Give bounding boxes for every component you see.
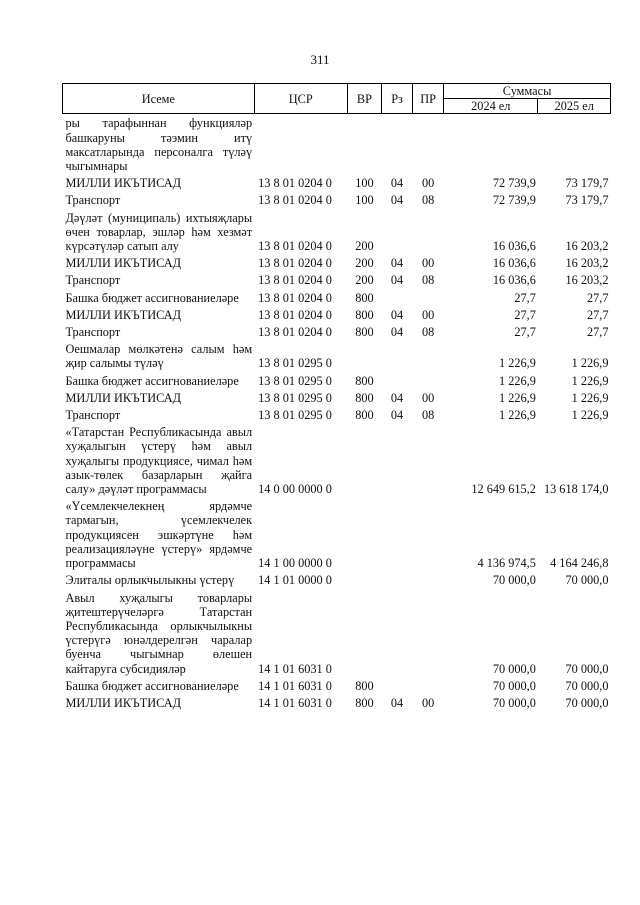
header-csr: ЦСР	[254, 84, 347, 114]
row-sum-2025: 16 203,2	[565, 239, 609, 254]
page-number: 311	[310, 52, 330, 67]
header-vr: ВР	[347, 84, 381, 114]
row-sum-2025: 1 226,9	[571, 408, 609, 423]
row-vr: 800	[355, 408, 374, 423]
table-row	[63, 372, 611, 389]
row-name: Транспорт	[65, 273, 121, 288]
row-pr: 08	[421, 325, 435, 340]
row-rz: 04	[390, 325, 404, 340]
row-sum-2024: 1 226,9	[499, 373, 536, 388]
budget-table	[62, 83, 611, 711]
row-name: МИЛЛИ ИКЪТИСАД	[65, 695, 181, 710]
row-name: ры тарафыннан функцияләр башкаруны тәэмин итү максатларында персоналга түләү чыгымнары	[65, 116, 253, 174]
row-name: Оешмалар мөлкәтенә салым һәм җир салымы түләү	[65, 342, 253, 371]
row-sum-2025: 70 000,0	[565, 661, 609, 676]
row-name: МИЛЛИ ИКЪТИСАД	[65, 307, 181, 322]
row-sum-2025: 27,7	[586, 307, 609, 322]
table-row	[63, 589, 611, 677]
table-header	[63, 84, 611, 114]
row-rz: 04	[390, 307, 404, 322]
row-csr: 14 0 00 0000 0	[258, 482, 332, 497]
row-name: МИЛЛИ ИКЪТИСАД	[65, 256, 181, 271]
row-name: Башка бюджет ассигнованиеләре	[65, 290, 239, 305]
row-sum-2024	[444, 114, 538, 174]
row-rz	[382, 114, 413, 174]
row-csr: 13 8 01 0295 0	[258, 408, 332, 423]
row-rz	[382, 677, 413, 694]
row-vr: 800	[355, 390, 374, 405]
row-rz	[382, 340, 413, 371]
table-row	[63, 389, 611, 406]
row-csr: 13 8 01 0204 0	[258, 239, 332, 254]
row-sum-2024: 1 226,9	[499, 408, 536, 423]
row-sum-2025: 1 226,9	[571, 356, 609, 371]
header-year-2024: 2024 ел	[444, 99, 538, 114]
row-rz: 04	[390, 273, 404, 288]
row-sum-2024: 27,7	[514, 307, 536, 322]
row-csr: 13 8 01 0204 0	[258, 176, 332, 191]
row-sum-2025: 70 000,0	[565, 678, 609, 693]
table-row	[63, 694, 611, 711]
row-sum-2025: 16 203,2	[565, 273, 609, 288]
row-csr: 14 1 01 6031 0	[258, 678, 332, 693]
table-row	[63, 323, 611, 340]
row-name: МИЛЛИ ИКЪТИСАД	[65, 390, 181, 405]
row-name: Авыл хуҗалыгы товарлары җитештерүчеләргә Татарстан Республикасында орлыкчылыкны үстерүгә юнәлдерелгән чаралар буенча чыгымнар өлешен кайтаруга субсидияләр	[65, 590, 253, 676]
row-sum-2025: 1 226,9	[571, 390, 609, 405]
row-sum-2025	[538, 114, 611, 174]
row-name: Башка бюджет ассигнованиеләре	[65, 678, 239, 693]
row-sum-2024: 70 000,0	[492, 695, 536, 710]
row-sum-2024: 70 000,0	[492, 678, 536, 693]
row-rz: 04	[390, 176, 404, 191]
row-vr: 100	[355, 176, 374, 191]
row-vr	[347, 114, 381, 174]
row-csr: 14 1 00 0000 0	[258, 556, 332, 571]
row-sum-2025: 16 203,2	[565, 256, 609, 271]
row-csr: 13 8 01 0204 0	[258, 325, 332, 340]
table-row	[63, 114, 611, 174]
header-pr: ПР	[413, 84, 444, 114]
row-pr: 00	[421, 695, 435, 710]
row-vr: 200	[355, 239, 374, 254]
table-body	[63, 114, 611, 711]
header-sums: Суммасы	[444, 84, 611, 99]
row-csr: 13 8 01 0204 0	[258, 307, 332, 322]
row-csr: 13 8 01 0204 0	[258, 273, 332, 288]
row-csr	[254, 114, 347, 174]
row-pr	[413, 372, 444, 389]
row-csr: 14 1 01 6031 0	[258, 695, 332, 710]
row-sum-2024: 72 739,9	[492, 193, 536, 208]
row-pr	[413, 423, 444, 497]
row-vr: 800	[355, 695, 374, 710]
row-rz: 04	[390, 695, 404, 710]
row-pr: 08	[421, 193, 435, 208]
row-name: «Үсемлекчелекнең ярдәмче тармагын, үсемлекчелек продукциясен эшкәртүне һәм реализацияләүне үстерү» ярдәмче программасы	[65, 499, 253, 571]
row-pr: 08	[421, 408, 435, 423]
row-vr: 800	[355, 290, 374, 305]
row-sum-2024: 16 036,6	[492, 239, 536, 254]
row-vr: 800	[355, 325, 374, 340]
row-csr: 13 8 01 0204 0	[258, 193, 332, 208]
row-pr: 00	[421, 390, 435, 405]
row-csr: 13 8 01 0204 0	[258, 256, 332, 271]
table-row	[63, 191, 611, 208]
header-rz: Рз	[382, 84, 413, 114]
row-sum-2025: 4 164 246,8	[550, 556, 609, 571]
row-pr	[413, 497, 444, 571]
row-sum-2025: 73 179,7	[565, 193, 609, 208]
row-vr	[347, 589, 381, 677]
row-sum-2025: 27,7	[586, 290, 609, 305]
row-vr	[347, 497, 381, 571]
row-pr	[413, 677, 444, 694]
row-rz: 04	[390, 193, 404, 208]
row-rz	[382, 571, 413, 588]
row-pr	[413, 114, 444, 174]
row-vr: 200	[355, 273, 374, 288]
row-name: «Татарстан Республикасында авыл хуҗалыгын үстерү һәм авыл хуҗалыгы продукциясе, чимал һәм азык-төлек базарларын җайга салу» дәүләт программасы	[65, 425, 253, 497]
row-pr	[413, 340, 444, 371]
table-row	[63, 306, 611, 323]
row-rz	[382, 289, 413, 306]
row-csr: 13 8 01 0295 0	[258, 356, 332, 371]
row-sum-2025: 1 226,9	[571, 373, 609, 388]
row-pr: 00	[421, 256, 435, 271]
table-row	[63, 271, 611, 288]
row-name: Транспорт	[65, 408, 121, 423]
row-csr: 13 8 01 0295 0	[258, 373, 332, 388]
row-sum-2024: 16 036,6	[492, 273, 536, 288]
row-pr	[413, 209, 444, 255]
row-name: Дәүләт (муниципаль) ихтыяҗлары өчен товарлар, эшләр һәм хезмәт күрсәтүләр сатып алу	[65, 210, 253, 254]
row-pr: 00	[421, 176, 435, 191]
row-sum-2024: 70 000,0	[492, 661, 536, 676]
row-vr	[347, 571, 381, 588]
row-sum-2024: 4 136 974,5	[477, 556, 536, 571]
table-row	[63, 174, 611, 191]
row-pr	[413, 589, 444, 677]
row-vr: 200	[355, 256, 374, 271]
row-vr: 800	[355, 678, 374, 693]
row-name: Элиталы орлыкчылыкны үстерү	[65, 573, 235, 588]
row-csr: 13 8 01 0204 0	[258, 290, 332, 305]
row-rz	[382, 372, 413, 389]
row-name: МИЛЛИ ИКЪТИСАД	[65, 176, 181, 191]
row-sum-2025: 70 000,0	[565, 573, 609, 588]
row-sum-2024: 70 000,0	[492, 573, 536, 588]
table-row	[63, 571, 611, 588]
row-sum-2024: 12 649 615,2	[471, 482, 536, 497]
row-rz	[382, 589, 413, 677]
header-year-2025: 2025 ел	[538, 99, 611, 114]
row-vr: 800	[355, 373, 374, 388]
table-row	[63, 406, 611, 423]
row-rz: 04	[390, 390, 404, 405]
row-pr	[413, 289, 444, 306]
row-sum-2024: 16 036,6	[492, 256, 536, 271]
table-row	[63, 677, 611, 694]
table-row	[63, 497, 611, 571]
table-row	[63, 289, 611, 306]
table-row	[63, 423, 611, 497]
row-sum-2025: 27,7	[586, 325, 609, 340]
row-vr: 100	[355, 193, 374, 208]
row-name: Транспорт	[65, 193, 121, 208]
row-csr: 13 8 01 0295 0	[258, 390, 332, 405]
header-name: Исеме	[63, 84, 255, 114]
row-sum-2025: 70 000,0	[565, 695, 609, 710]
row-pr: 08	[421, 273, 435, 288]
row-rz	[382, 423, 413, 497]
row-name: Башка бюджет ассигнованиеләре	[65, 373, 239, 388]
row-pr: 00	[421, 307, 435, 322]
row-rz	[382, 209, 413, 255]
table-row	[63, 254, 611, 271]
row-sum-2024: 27,7	[514, 325, 536, 340]
row-vr	[347, 423, 381, 497]
row-rz: 04	[390, 256, 404, 271]
row-rz	[382, 497, 413, 571]
row-csr: 14 1 01 0000 0	[258, 573, 332, 588]
row-sum-2024: 1 226,9	[499, 390, 536, 405]
row-vr: 800	[355, 307, 374, 322]
row-vr	[347, 340, 381, 371]
row-pr	[413, 571, 444, 588]
table-row	[63, 209, 611, 255]
row-sum-2025: 13 618 174,0	[543, 482, 609, 497]
row-name: Транспорт	[65, 325, 121, 340]
row-sum-2024: 1 226,9	[499, 356, 536, 371]
row-csr: 14 1 01 6031 0	[258, 661, 332, 676]
row-sum-2025: 73 179,7	[565, 176, 609, 191]
row-rz: 04	[390, 408, 404, 423]
table-row	[63, 340, 611, 371]
row-sum-2024: 72 739,9	[492, 176, 536, 191]
row-sum-2024: 27,7	[514, 290, 536, 305]
